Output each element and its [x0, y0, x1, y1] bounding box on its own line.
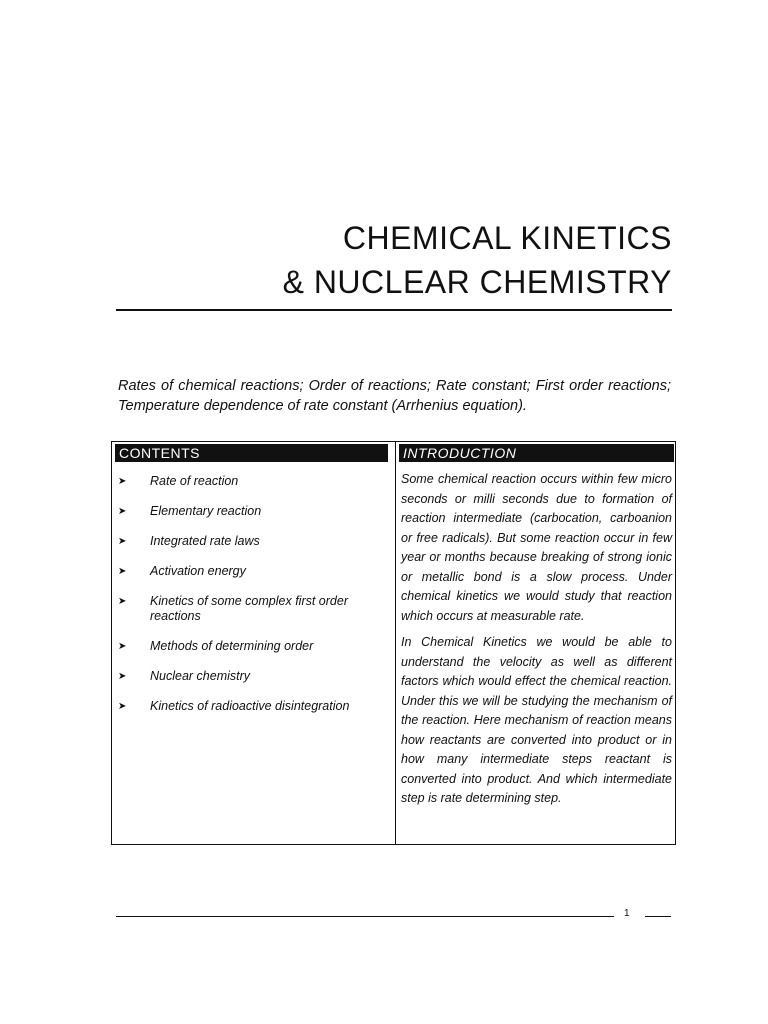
arrow-bullet-icon: ➤	[118, 476, 127, 487]
title-underline	[116, 309, 672, 311]
contents-item-label: Nuclear chemistry	[150, 669, 251, 683]
contents-introduction-box	[111, 441, 676, 845]
contents-heading: CONTENTS	[115, 444, 388, 462]
contents-item	[112, 669, 392, 684]
arrow-bullet-icon: ➤	[118, 671, 127, 682]
contents-item	[112, 504, 392, 519]
column-divider	[395, 442, 396, 844]
contents-item-label: Kinetics of radioactive disintegration	[150, 699, 350, 713]
arrow-bullet-icon: ➤	[118, 566, 127, 577]
contents-item-label: Elementary reaction	[150, 504, 262, 518]
contents-item-label: Rate of reaction	[150, 474, 239, 488]
introduction-text	[401, 470, 672, 816]
arrow-bullet-icon: ➤	[118, 536, 127, 547]
contents-item-label: Kinetics of some complex first order reactions	[150, 594, 348, 623]
page-number: 1	[624, 908, 630, 919]
contents-item-label: Activation energy	[150, 564, 246, 578]
contents-item	[112, 699, 392, 714]
contents-item-label: Methods of determining order	[150, 639, 314, 653]
chapter-title-line-1: CHEMICAL KINETICS	[342, 220, 672, 256]
chapter-title-line-2: & NUCLEAR CHEMISTRY	[282, 264, 672, 300]
arrow-bullet-icon: ➤	[118, 506, 127, 517]
syllabus-summary: Rates of chemical reactions; Order of reactions; Rate constant; First order reactions; Temperature dependence of rate constant (Arrhenius equation).	[118, 378, 671, 414]
contents-item	[112, 534, 392, 549]
introduction-heading: INTRODUCTION	[399, 444, 674, 462]
footer-dash	[645, 916, 671, 917]
footer-rule	[116, 916, 614, 917]
contents-item-label: Integrated rate laws	[150, 534, 260, 548]
arrow-bullet-icon: ➤	[118, 701, 127, 712]
chapter-title	[116, 216, 672, 304]
contents-item	[112, 474, 392, 489]
arrow-bullet-icon: ➤	[118, 641, 127, 652]
arrow-bullet-icon: ➤	[118, 596, 127, 607]
introduction-paragraph: Some chemical reaction occurs within few micro seconds or milli seconds due to formation of reaction intermediate (carbocation, carboanion or free radicals). But some reaction occur in few year or months because breaking of strong ionic or metallic bond is a slow process. Under chemical kinetics we would study that reaction which occurs at measurable rate.	[401, 472, 672, 623]
contents-item	[112, 564, 392, 579]
contents-item	[112, 594, 392, 624]
introduction-paragraph: In Chemical Kinetics we would be able to understand the velocity as well as different factors which would effect the chemical reaction. Under this we will be studying the mechanism of the reaction. Here mechanism of reaction means how reactants are converted into product or in how many intermediate steps reactant is converted into product. And which intermediate step is rate determining step.	[401, 635, 672, 805]
contents-list	[112, 474, 392, 729]
contents-item	[112, 639, 392, 654]
